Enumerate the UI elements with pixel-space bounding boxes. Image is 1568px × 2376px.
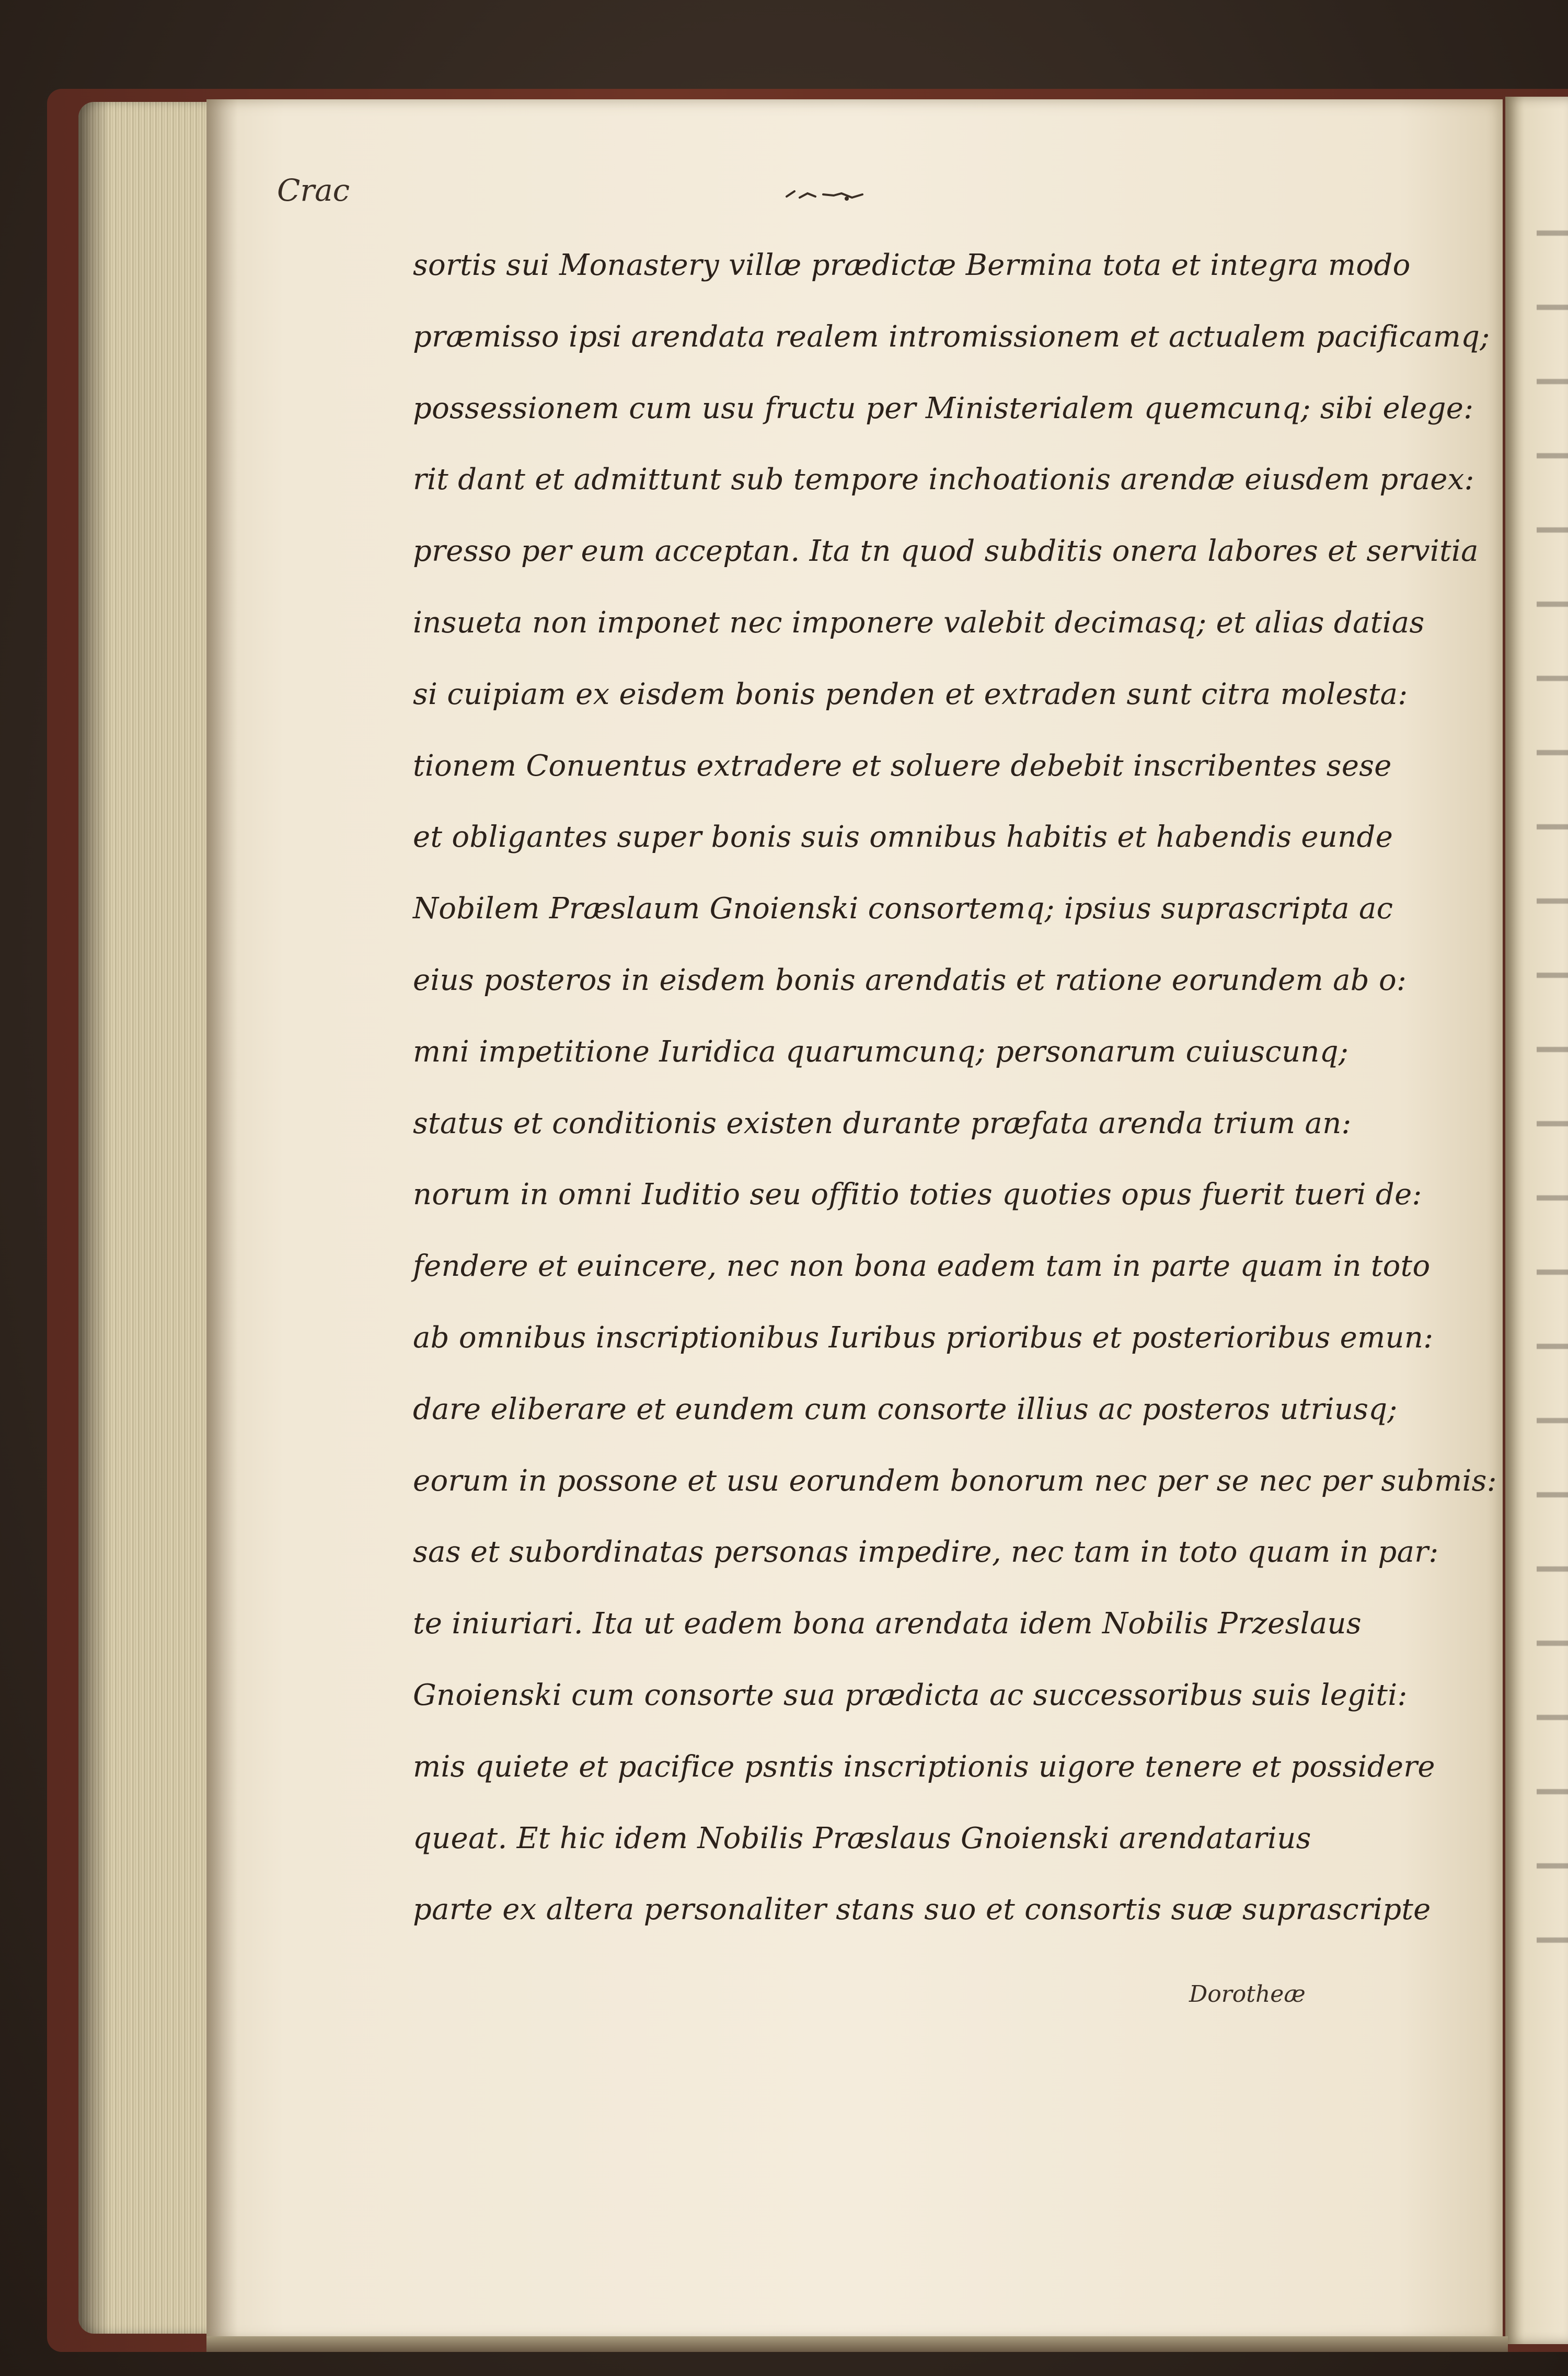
manuscript-line: rit dant et admittunt sub tempore inchoationis arendæ eiusdem praex: bbox=[413, 463, 1474, 497]
manuscript-line: sas et subordinatas personas impedire, nec tam in toto quam in par: bbox=[413, 1535, 1439, 1570]
manuscript-line: eius posteros in eisdem bonis arendatis et ratione eorundem ab o: bbox=[413, 963, 1407, 997]
ornament-mark bbox=[784, 187, 873, 203]
catchword-top: Crac bbox=[277, 172, 350, 208]
manuscript-line: queat. Et hic idem Nobilis Præslaus Gnoienski arendatarius bbox=[413, 1821, 1311, 1855]
facing-page-text-traces bbox=[1537, 172, 1568, 1950]
manuscript-line: status et conditionis existen durante præfata arenda trium an: bbox=[413, 1106, 1352, 1140]
gutter-shadow bbox=[206, 99, 238, 2342]
manuscript-line: presso per eum acceptan. Ita tn quod subditis onera labores et servitia bbox=[413, 534, 1479, 569]
manuscript-line: Nobilem Præslaum Gnoienski consortemq; ipsius suprascripta ac bbox=[413, 892, 1393, 926]
manuscript-line: Gnoienski cum consorte sua prædicta ac successoribus suis legiti: bbox=[413, 1678, 1408, 1712]
manuscript-line: si cuipiam ex eisdem bonis penden et extraden sunt citra molesta: bbox=[413, 677, 1408, 711]
manuscript-text-block bbox=[413, 230, 1497, 1946]
page-bottom-edge bbox=[206, 2336, 1508, 2352]
manuscript-line: insueta non imponet nec imponere valebit decimasq; et alias datias bbox=[413, 605, 1425, 640]
manuscript-line: sortis sui Monastery villæ prædictæ Bermina tota et integra modo bbox=[413, 248, 1411, 282]
manuscript-line: parte ex altera personaliter stans suo et consortis suæ suprascripte bbox=[413, 1893, 1431, 1927]
manuscript-line: et obligantes super bonis suis omnibus habitis et habendis eunde bbox=[413, 820, 1393, 855]
manuscript-line: norum in omni Iuditio seu offitio toties quoties opus fuerit tueri de: bbox=[413, 1178, 1422, 1212]
manuscript-line: te iniuriari. Ita ut eadem bona arendata idem Nobilis Przeslaus bbox=[413, 1607, 1362, 1641]
manuscript-line: possessionem cum usu fructu per Ministerialem quemcunq; sibi elege: bbox=[413, 391, 1474, 425]
manuscript-line: ab omnibus inscriptionibus Iuribus prioribus et posterioribus emun: bbox=[413, 1320, 1434, 1355]
page-edges bbox=[78, 102, 214, 2334]
manuscript-line: dare eliberare et eundem cum consorte illius ac posteros utriusq; bbox=[413, 1392, 1398, 1426]
manuscript-line: mis quiete et pacifice psntis inscriptionis uigore tenere et possidere bbox=[413, 1749, 1435, 1784]
manuscript-line: fendere et euincere, nec non bona eadem tam in parte quam in toto bbox=[413, 1249, 1431, 1284]
manuscript-line: eorum in possone et usu eorundem bonorum nec per se nec per submis: bbox=[413, 1463, 1497, 1498]
manuscript-line: tionem Conuentus extradere et soluere debebit inscribentes sese bbox=[413, 748, 1392, 783]
catchword-bottom: Dorotheæ bbox=[1189, 1981, 1306, 2008]
manuscript-line: præmisso ipsi arendata realem intromissionem et actualem pacificamq; bbox=[413, 319, 1490, 354]
manuscript-line: mni impetitione Iuridica quarumcunq; personarum cuiuscunq; bbox=[413, 1034, 1349, 1069]
